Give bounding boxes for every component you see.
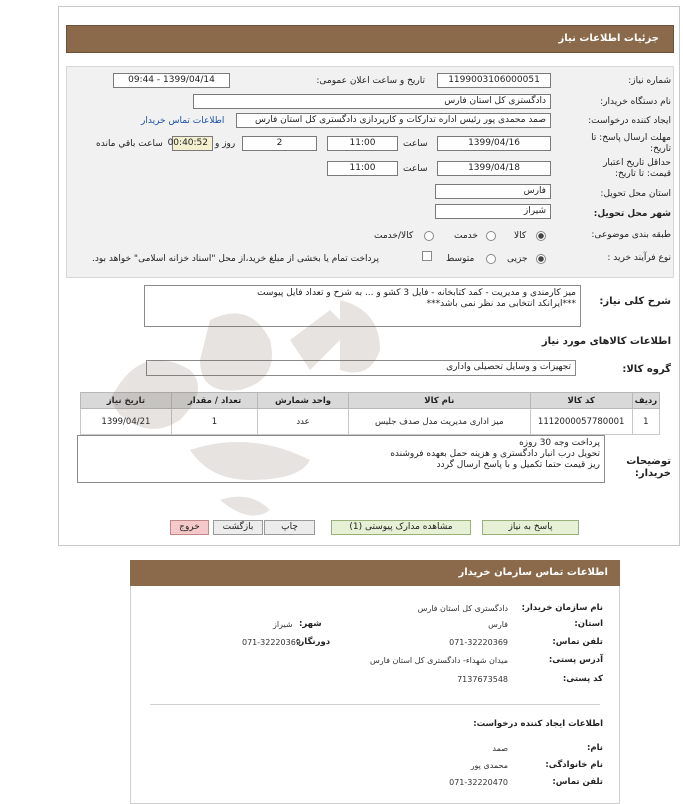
description-line-2: ***ایرانکد انتخابی مد نظر نمی باشد*** (426, 299, 576, 309)
province-label: استان محل تحویل: (600, 189, 671, 199)
notes-line-1: پرداخت وجه 30 روزه (519, 438, 600, 448)
process-minor-label: جزیی (507, 254, 528, 264)
creator-phone-label: تلفن تماس: (552, 777, 603, 787)
notes-label: توضیحات خریدار: (626, 456, 671, 479)
category-service-radio[interactable] (486, 231, 496, 241)
process-medium-label: متوسط (446, 254, 475, 264)
category-both-label: کالا/خدمت (374, 231, 414, 241)
cell-code: 1112000057780001 (530, 409, 632, 435)
category-goods-label: کالا (514, 231, 527, 241)
validity-date-field: 1399/04/18 (437, 161, 551, 176)
contact-phone: 071-32220369 (449, 638, 508, 647)
province-field: فارس (435, 184, 551, 199)
contact-org: دادگستری کل استان فارس (417, 604, 508, 613)
category-label: طبقه بندی موضوعی: (591, 230, 671, 240)
cell-qty: 1 (171, 409, 257, 435)
contact-postal: 7137673548 (457, 675, 508, 684)
description-label: شرح کلی نیاز: (599, 296, 671, 307)
remaining-label: ساعت باقي مانده (96, 139, 163, 149)
creator-name-label: نام: (586, 743, 603, 753)
cell-name: میز اداری مدیریت مدل صدف جلیس (348, 409, 530, 435)
description-line-1: میز کارمندی و مدیریت - کمد کتابخانه - فایل 3 کشو و ... به شرح و تعداد فایل پیوست (257, 288, 576, 298)
creator-family-label: نام خانوادگی: (545, 760, 603, 770)
table-row (81, 409, 660, 435)
contact-phone-label: تلفن تماس: (552, 637, 603, 647)
notes-box (77, 435, 605, 483)
payment-checkbox[interactable] (422, 251, 432, 261)
buyer-org-label: نام دستگاه خریدار: (600, 97, 671, 107)
goods-group-field: تجهیزات و وسایل تحصیلی واداری (146, 360, 576, 376)
respond-button[interactable]: پاسخ به نیاز (482, 520, 579, 535)
col-row: ردیف (632, 393, 659, 409)
exit-button[interactable]: خروج (170, 520, 209, 535)
goods-table (80, 392, 660, 435)
page-title: جزئیات اطلاعات نیاز (66, 25, 674, 53)
notes-line-2: تحویل درب انبار دادگستری و هزینه حمل بعهده فروشنده (390, 449, 600, 459)
city-field: شیراز (435, 204, 551, 219)
creator-phone: 071-32220470 (449, 778, 508, 787)
deadline-date-field: 1399/04/16 (437, 136, 551, 151)
contact-address-label: آدرس پستی: (548, 655, 603, 665)
notes-line-3: ریز قیمت حتما تکمیل و با پاسخ ارسال گردد (436, 460, 600, 470)
deadline-label-2: تاریخ: (650, 144, 671, 154)
contact-province: فارس (488, 620, 508, 629)
deadline-label: مهلت ارسال پاسخ: تا (591, 133, 671, 143)
process-minor-radio[interactable] (536, 254, 546, 264)
back-button[interactable]: بازگشت (213, 520, 263, 535)
validity-label-2: قیمت: تا تاریخ: (615, 169, 671, 179)
col-qty: تعداد / مقدار (171, 393, 257, 409)
col-code: کد کالا (530, 393, 632, 409)
days-field: 2 (242, 136, 317, 151)
validity-time-field: 11:00 (327, 161, 398, 176)
attachments-button[interactable]: مشاهده مدارک پیوستی (1) (331, 520, 471, 535)
print-button[interactable]: چاپ (264, 520, 315, 535)
description-box (144, 285, 581, 327)
goods-section-title: اطلاعات کالاهای مورد نیاز (541, 336, 671, 347)
col-date: تاریخ نیاز (81, 393, 172, 409)
contact-fax: 071-32220369 (242, 638, 301, 647)
creator-field: صمد محمدی پور رئیس اداره تدارکات و کارپردازی دادگستری کل استان فارس (236, 113, 551, 128)
deadline-time-label: ساعت (403, 139, 428, 149)
cell-date: 1399/04/21 (81, 409, 172, 435)
buyer-contact-link[interactable]: اطلاعات تماس خریدار (141, 116, 225, 126)
creator-family: محمدی پور (470, 761, 508, 770)
process-label: نوع فرآیند خرید : (607, 253, 671, 263)
contact-divider (150, 704, 600, 705)
creator-name: صمد (492, 744, 508, 753)
cell-row: 1 (632, 409, 659, 435)
need-number-field: 1199003106000051 (437, 73, 551, 88)
buyer-org-field: دادگستری کل استان فارس (193, 94, 551, 109)
contact-title: اطلاعات تماس سازمان خریدار (130, 560, 620, 586)
category-goods-radio[interactable] (536, 231, 546, 241)
announce-field: 1399/04/14 - 09:44 (113, 73, 230, 88)
contact-city-label: شهر: (299, 619, 322, 629)
contact-org-label: نام سازمان خریدار: (521, 603, 603, 613)
contact-fax-label: دورنگار: (296, 637, 331, 647)
deadline-time-field: 11:00 (327, 136, 398, 151)
goods-group-label: گروه کالا: (622, 364, 671, 375)
contact-address: میدان شهداء- دادگستری کل استان فارس (370, 656, 508, 665)
creator-label: ایجاد کننده درخواست: (588, 116, 671, 126)
contact-province-label: استان: (574, 619, 603, 629)
validity-time-label: ساعت (403, 164, 428, 174)
contact-city: شیراز (273, 620, 293, 629)
col-unit: واحد شمارش (258, 393, 349, 409)
days-label: روز و (215, 139, 236, 149)
cell-unit: عدد (258, 409, 349, 435)
process-medium-radio[interactable] (486, 254, 496, 264)
announce-label: تاریخ و ساعت اعلان عمومی: (316, 76, 425, 86)
payment-note: پرداخت تمام یا بخشی از مبلغ خرید،از محل "اسناد خزانه اسلامی" خواهد بود. (92, 254, 380, 264)
category-both-radio[interactable] (424, 231, 434, 241)
creator-section-title: اطلاعات ایجاد کننده درخواست: (473, 719, 603, 729)
remaining-time-field: 00:40:52 (172, 136, 213, 151)
need-number-label: شماره نیاز: (628, 76, 671, 86)
goods-table-header (81, 393, 660, 409)
contact-postal-label: کد پستی: (562, 674, 603, 684)
col-name: نام کالا (348, 393, 530, 409)
validity-label: حداقل تاریخ اعتبار (603, 158, 671, 168)
city-label: شهر محل تحویل: (593, 209, 671, 219)
category-service-label: خدمت (454, 231, 478, 241)
